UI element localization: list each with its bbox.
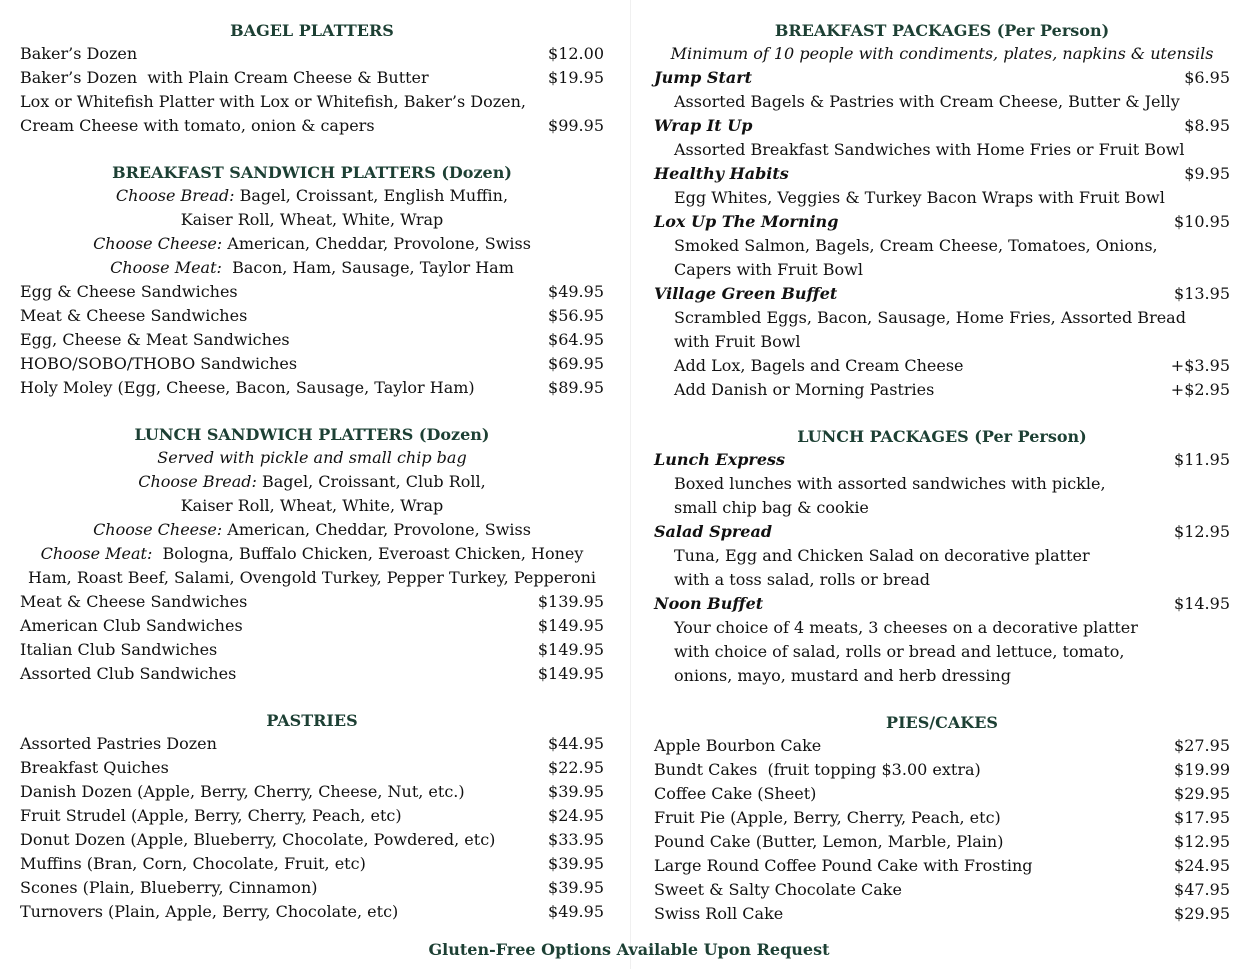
menu-item-price: $12.00 [548,44,604,63]
menu-item-name: Meat & Cheese Sandwiches [20,592,248,611]
section-title: BAGEL PLATTERS [230,21,394,40]
lunch-package-items [654,448,1230,688]
menu-item-name: Swiss Roll Cake [654,904,784,923]
served-with-line [20,446,604,470]
package-description: onions, mayo, mustard and herb dressing [674,666,1011,685]
menu-item-price: $27.95 [1174,736,1230,755]
addon-row [654,378,1230,402]
menu-item-row [20,352,604,376]
menu-item-row [654,854,1230,878]
menu-item-row [20,90,604,114]
package-row [654,114,1230,138]
menu-item-name: Turnovers (Plain, Apple, Berry, Chocolate, etc) [20,902,399,921]
package-description: Capers with Fruit Bowl [674,260,863,279]
menu-item-name: Baker’s Dozen with Plain Cream Cheese & Butter [20,68,429,87]
menu-item-name: HOBO/SOBO/THOBO Sandwiches [20,354,298,373]
menu-item-name: Large Round Coffee Pound Cake with Frosting [654,856,1033,875]
served-with-text: Served with pickle and small chip bag [157,448,467,467]
menu-item-row [20,780,604,804]
menu-item-name: Egg & Cheese Sandwiches [20,282,238,301]
menu-item-price: $69.95 [548,354,604,373]
package-description: Smoked Salmon, Bagels, Cream Cheese, Tomatoes, Onions, [674,236,1158,255]
menu-item-name: Apple Bourbon Cake [654,736,822,755]
choose-meat-text: Bacon, Ham, Sausage, Taylor Ham [221,258,514,277]
package-price: $8.95 [1184,116,1230,135]
menu-item-row [20,638,604,662]
menu-item-name: Fruit Pie (Apple, Berry, Cherry, Peach, etc) [654,808,1001,827]
choose-meat-line-2: Ham, Roast Beef, Salami, Ovengold Turkey, Pepper Turkey, Pepperoni [28,568,596,587]
breakfast-sandwich-section [20,160,604,400]
menu-item-price: $47.95 [1174,880,1230,899]
menu-item-row [20,828,604,852]
lunch-sandwich-section [20,422,604,686]
menu-item-name: Danish Dozen (Apple, Berry, Cherry, Cheese, Nut, etc.) [20,782,465,801]
minimum-note: Minimum of 10 people with condiments, plates, napkins & utensils [670,44,1214,63]
package-name: Village Green Buffet [654,284,838,303]
right-column [654,18,1230,948]
choose-meat-line [20,542,604,566]
choose-bread-line-2: Kaiser Roll, Wheat, White, Wrap [180,496,444,515]
addon-name: Add Danish or Morning Pastries [674,380,935,399]
menu-item-name: Cream Cheese with tomato, onion & capers [20,116,375,135]
choose-meat-label: Choose Meat: [40,544,153,563]
choose-bread-label: Choose Bread: [138,472,257,491]
choose-cheese-text: American, Cheddar, Provolone, Swiss [222,520,531,539]
breakfast-sandwich-rows [20,280,604,400]
pastries-section [20,708,604,924]
package-description: Assorted Bagels & Pastries with Cream Cheese, Butter & Jelly [674,92,1180,111]
menu-item-row [20,590,604,614]
menu-item-price: $17.95 [1174,808,1230,827]
package-description: with a toss salad, rolls or bread [674,570,930,589]
section-title: LUNCH SANDWICH PLATTERS (Dozen) [134,425,490,444]
menu-item-price: $29.95 [1174,784,1230,803]
menu-item-price: $149.95 [537,664,604,683]
menu-item-name: Baker’s Dozen [20,44,138,63]
package-row [654,520,1230,544]
menu-item-row [654,758,1230,782]
pies-cakes-section [654,710,1230,926]
package-description: Assorted Breakfast Sandwiches with Home Fries or Fruit Bowl [674,140,1185,159]
choose-cheese-label: Choose Cheese: [93,520,223,539]
choose-cheese-line [20,518,604,542]
addon-row [654,354,1230,378]
section-title: PASTRIES [266,711,358,730]
menu-item-name: Italian Club Sandwiches [20,640,218,659]
menu-item-price: $39.95 [548,878,604,897]
menu-item-price: $49.95 [548,902,604,921]
menu-item-price: $99.95 [548,116,604,135]
menu-item-price: $64.95 [548,330,604,349]
menu-item-price: $19.95 [548,68,604,87]
addon-price: +$3.95 [1170,356,1230,375]
package-name: Healthy Habits [654,164,789,183]
package-description: Egg Whites, Veggies & Turkey Bacon Wraps with Fruit Bowl [674,188,1165,207]
addon-name: Add Lox, Bagels and Cream Cheese [674,356,964,375]
menu-item-row [20,304,604,328]
package-price: $6.95 [1184,68,1230,87]
menu-item-row [20,614,604,638]
menu-item-row [20,662,604,686]
choose-bread-text: Bagel, Croissant, Club Roll, [256,472,486,491]
page-fold [630,0,631,969]
menu-item-price: $49.95 [548,282,604,301]
menu-item-price: $149.95 [537,640,604,659]
package-row [654,66,1230,90]
menu-item-row [654,878,1230,902]
pastries-rows [20,732,604,924]
bagel-rows [20,42,604,138]
menu-item-row [20,280,604,304]
menu-item-row [654,830,1230,854]
menu-item-row [20,42,604,66]
choose-meat-line [20,256,604,280]
section-title: BREAKFAST PACKAGES (Per Person) [774,21,1110,40]
menu-item-name: Meat & Cheese Sandwiches [20,306,248,325]
menu-item-name: Sweet & Salty Chocolate Cake [654,880,902,899]
choose-bread-line [20,470,604,494]
package-description: small chip bag & cookie [674,498,869,517]
menu-item-row [654,782,1230,806]
package-description: Scrambled Eggs, Bacon, Sausage, Home Fries, Assorted Bread [674,308,1186,327]
package-row [654,448,1230,472]
menu-item-price: $33.95 [548,830,604,849]
choose-cheese-label: Choose Cheese: [93,234,223,253]
package-description: with Fruit Bowl [674,332,801,351]
menu-item-name: Scones (Plain, Blueberry, Cinnamon) [20,878,318,897]
gluten-free-note: Gluten-Free Options Available Upon Request [428,940,830,959]
menu-item-name: Lox or Whitefish Platter with Lox or Whitefish, Baker’s Dozen, [20,92,526,111]
package-price: $11.95 [1174,450,1230,469]
menu-item-price: $149.95 [537,616,604,635]
addon-price: +$2.95 [1170,380,1230,399]
menu-item-name: Assorted Pastries Dozen [20,734,217,753]
section-title: LUNCH PACKAGES (Per Person) [797,427,1087,446]
menu-item-row [20,114,604,138]
breakfast-packages-section [654,18,1230,402]
menu-item-row [20,328,604,352]
menu-item-row [654,806,1230,830]
menu-item-price: $89.95 [548,378,604,397]
bagel-platters-section [20,18,604,138]
choose-bread-line [20,184,604,208]
menu-item-row [20,732,604,756]
package-price: $9.95 [1184,164,1230,183]
menu-item-name: Assorted Club Sandwiches [20,664,237,683]
menu-item-price: $19.99 [1174,760,1230,779]
choose-bread-text: Bagel, Croissant, English Muffin, [234,186,509,205]
package-name: Lunch Express [654,450,786,469]
menu-item-name: Coffee Cake (Sheet) [654,784,817,803]
menu-item-name: Breakfast Quiches [20,758,169,777]
menu-item-price: $56.95 [548,306,604,325]
menu-item-name: Muffins (Bran, Corn, Chocolate, Fruit, etc) [20,854,366,873]
section-title: BREAKFAST SANDWICH PLATTERS (Dozen) [112,163,512,182]
choose-meat-text: Bologna, Buffalo Chicken, Everoast Chicken, Honey [152,544,584,563]
package-price: $12.95 [1174,522,1230,541]
menu-item-price: $139.95 [537,592,604,611]
menu-item-row [654,734,1230,758]
package-description: Your choice of 4 meats, 3 cheeses on a decorative platter [674,618,1138,637]
breakfast-addons [654,354,1230,402]
lunch-sandwich-rows [20,590,604,686]
menu-item-name: Bundt Cakes (fruit topping $3.00 extra) [654,760,981,779]
package-row [654,592,1230,616]
section-title: PIES/CAKES [886,713,998,732]
menu-item-price: $24.95 [548,806,604,825]
package-description: Boxed lunches with assorted sandwiches with pickle, [674,474,1106,493]
menu-item-name: American Club Sandwiches [20,616,243,635]
package-price: $13.95 [1174,284,1230,303]
menu-item-name: Fruit Strudel (Apple, Berry, Cherry, Peach, etc) [20,806,402,825]
menu-item-row [20,66,604,90]
choose-bread-line-2: Kaiser Roll, Wheat, White, Wrap [180,210,444,229]
menu-item-price: $39.95 [548,782,604,801]
package-description: Tuna, Egg and Chicken Salad on decorative platter [674,546,1090,565]
package-row [654,162,1230,186]
choose-bread-label: Choose Bread: [115,186,235,205]
package-name: Salad Spread [654,522,773,541]
menu-item-price: $12.95 [1174,832,1230,851]
choose-cheese-line [20,232,604,256]
package-price: $10.95 [1174,212,1230,231]
menu-item-price: $29.95 [1174,904,1230,923]
package-name: Noon Buffet [654,594,764,613]
menu-item-name: Holy Moley (Egg, Cheese, Bacon, Sausage, Taylor Ham) [20,378,475,397]
menu-item-name: Egg, Cheese & Meat Sandwiches [20,330,290,349]
menu-item-row [20,376,604,400]
menu-item-price: $24.95 [1174,856,1230,875]
menu-item-row [20,900,604,924]
breakfast-package-items [654,66,1230,354]
choose-meat-label: Choose Meat: [110,258,222,277]
menu-item-name: Pound Cake (Butter, Lemon, Marble, Plain) [654,832,1004,851]
menu-item-price: $39.95 [548,854,604,873]
menu-item-row [20,876,604,900]
menu-item-price: $22.95 [548,758,604,777]
package-name: Lox Up The Morning [654,212,839,231]
left-column [20,18,604,946]
choose-cheese-text: American, Cheddar, Provolone, Swiss [222,234,531,253]
menu-item-row [20,852,604,876]
package-name: Wrap It Up [654,116,753,135]
package-description: with choice of salad, rolls or bread and lettuce, tomato, [674,642,1125,661]
package-name: Jump Start [654,68,753,87]
package-row [654,210,1230,234]
pies-rows [654,734,1230,926]
menu-item-row [654,902,1230,926]
package-row [654,282,1230,306]
menu-item-row [20,804,604,828]
package-price: $14.95 [1174,594,1230,613]
lunch-packages-section [654,424,1230,688]
menu-item-price: $44.95 [548,734,604,753]
menu-item-row [20,756,604,780]
menu-item-name: Donut Dozen (Apple, Blueberry, Chocolate, Powdered, etc) [20,830,496,849]
